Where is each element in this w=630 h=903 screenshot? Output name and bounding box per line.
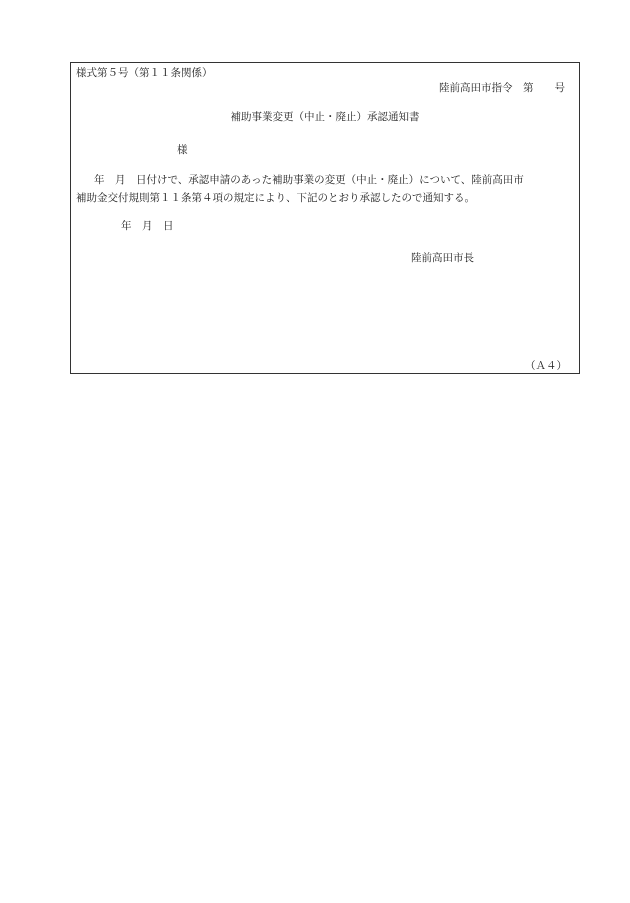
notice-body-line-1: 年 月 日付けで、承認申請のあった補助事業の変更（中止・廃止）について、陸前高田市 [94,174,524,186]
form-number-label: 様式第５号（第１１条関係） [76,67,213,79]
issuer-name: 陸前高田市長 [411,252,474,264]
notice-body-line-2: 補助金交付規則第１１条第４項の規定により、下記のとおり承認したので通知する。 [76,192,475,204]
paper-size-label: （Ａ４） [525,360,567,372]
form-frame [70,62,580,374]
issue-date: 年 月 日 [121,220,174,232]
document-title: 補助事業変更（中止・廃止）承認通知書 [230,111,420,123]
recipient-honorific: 様 [177,144,188,156]
notice-body [76,171,576,207]
directive-number: 陸前高田市指令 第 号 [439,82,565,94]
